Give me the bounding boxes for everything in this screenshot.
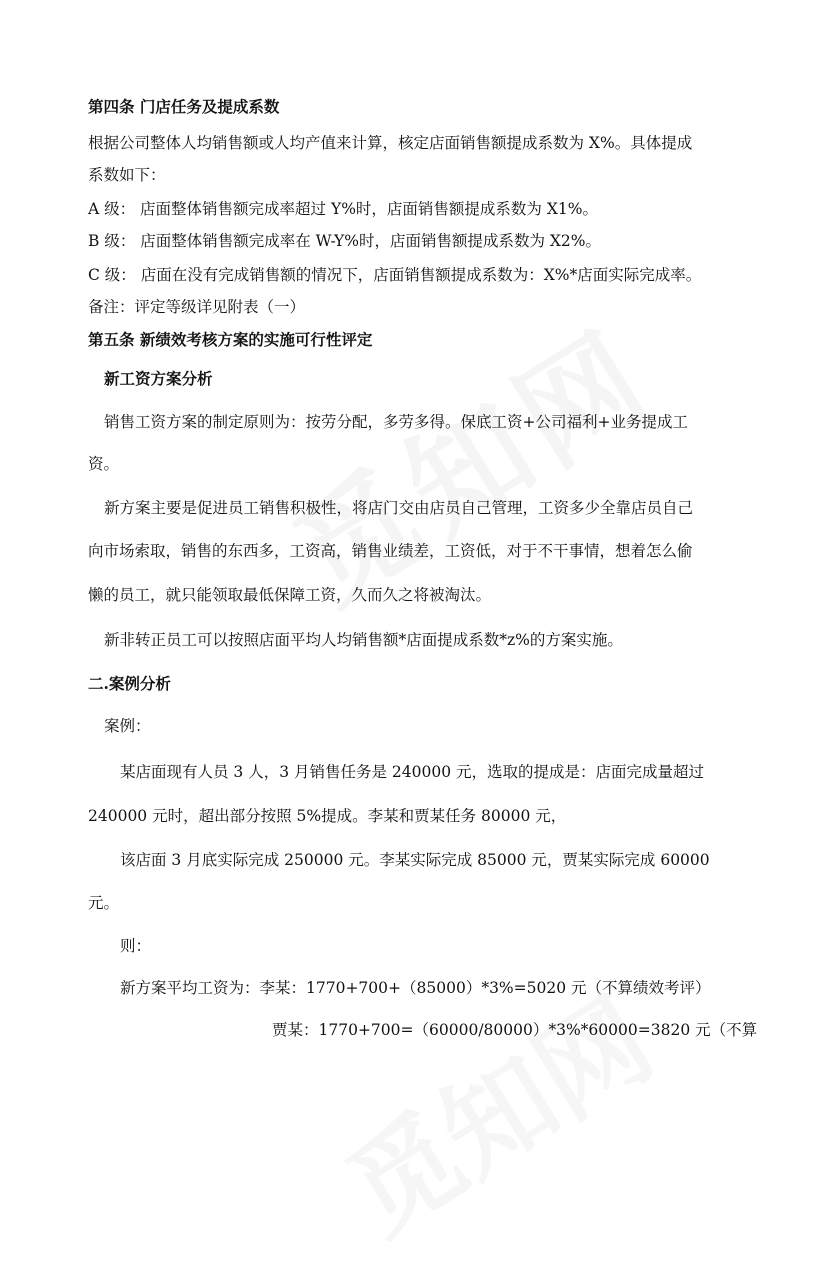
case-p1-line2: 240000 元时，超出部分按照 5%提成。李某和贾某任务 80000 元， — [88, 807, 567, 825]
section5-p2-line3: 懒的员工，就只能领取最低保障工资，久而久之将被淘汰。 — [88, 586, 492, 604]
section4-paragraph-line1: 根据公司整体人均销售额或人均产值来计算，核定店面销售额提成系数为 X%。具体提成 — [88, 134, 693, 152]
section5-p1-line1: 销售工资方案的制定原则为：按劳分配，多劳多得。保底工资+公司福利+业务提成工 — [104, 413, 688, 431]
watermark-bottom — [313, 955, 677, 1263]
section4-paragraph-line2: 系数如下： — [88, 166, 166, 184]
level-b-text: B 级： 店面整体销售额完成率在 W-Y%时，店面销售额提成系数为 X2%。 — [88, 232, 602, 250]
case-calc-jia: 贾某：1770+700=（60000/80000）*3%*60000=3820 元（不算 — [272, 1021, 758, 1039]
section4-heading: 第四条 门店任务及提成系数 — [88, 97, 280, 116]
level-a-text: A 级： 店面整体销售额完成率超过 Y%时，店面销售额提成系数为 X1%。 — [88, 200, 598, 218]
case-label: 案例： — [104, 717, 151, 735]
case-then-label: 则： — [120, 937, 152, 955]
section5-p2-line2: 向市场索取，销售的东西多，工资高，销售业绩差，工资低，对于不干事情，想着怎么偷 — [88, 542, 693, 560]
section5-p2-line1: 新方案主要是促进员工销售积极性，将店门交由店员自己管理，工资多少全靠店员自己 — [104, 499, 694, 517]
section5-p3-line1: 新非转正员工可以按照店面平均人均销售额*店面提成系数*z%的方案实施。 — [104, 631, 623, 649]
level-c-text: C 级： 店面在没有完成销售额的情况下，店面销售额提成系数为：X%*店面实际完成率。 — [88, 266, 702, 284]
case-heading: 二.案例分析 — [88, 674, 171, 693]
case-p2-line1: 该店面 3 月底实际完成 250000 元。李某实际完成 85000 元，贾某实际完成 60000 — [120, 851, 710, 869]
case-p1-line1: 某店面现有人员 3 人，3 月销售任务是 240000 元，选取的提成是：店面完成量超过 — [120, 763, 705, 781]
case-p2-line2: 元。 — [88, 894, 120, 912]
section5-subheading: 新工资方案分析 — [104, 369, 213, 388]
case-calc-li: 新方案平均工资为：李某：1770+700+（85000）*3%=5020 元（不算绩效考评） — [120, 979, 711, 997]
section5-heading: 第五条 新绩效考核方案的实施可行性评定 — [88, 330, 373, 349]
section5-p1-line2: 资。 — [88, 455, 120, 473]
note-text: 备注：评定等级详见附表（一） — [88, 298, 306, 316]
